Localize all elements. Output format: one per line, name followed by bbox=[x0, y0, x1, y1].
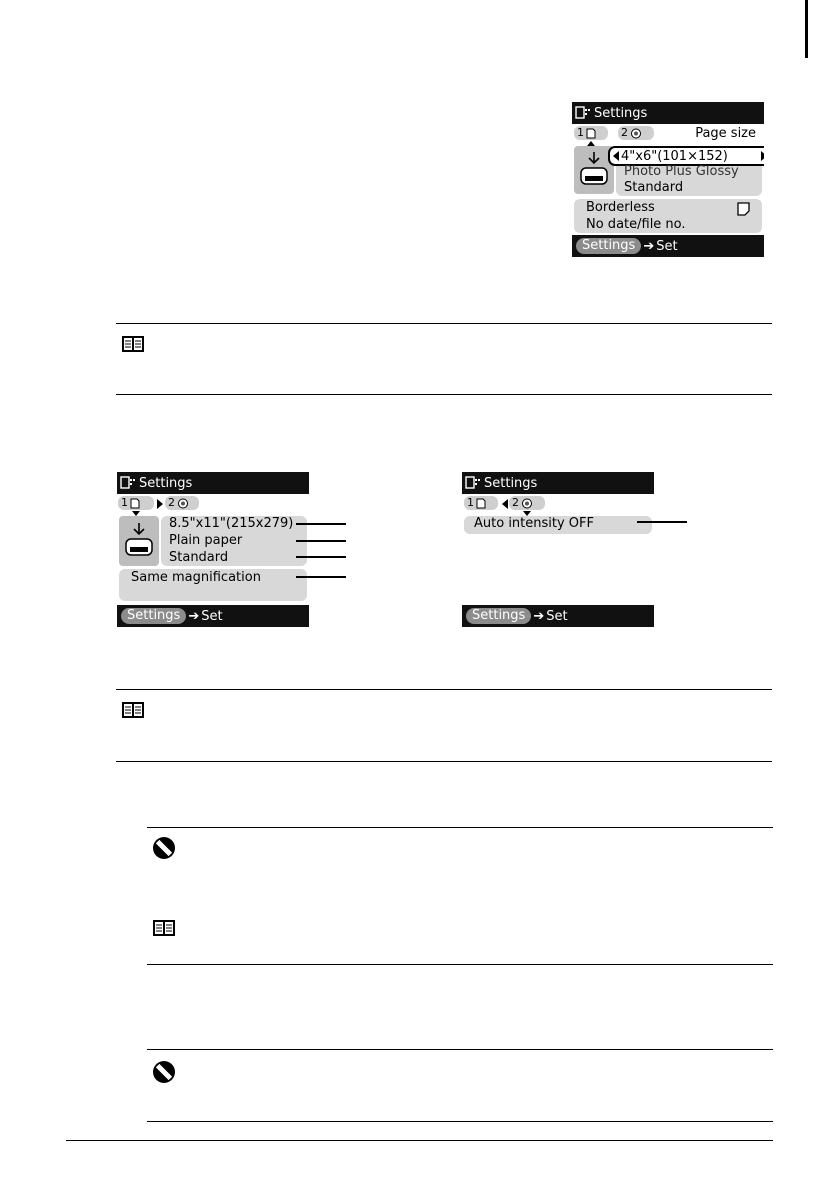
tab-1[interactable]: 1 bbox=[118, 496, 154, 510]
printer-panel bbox=[119, 516, 159, 566]
lcd-footer bbox=[462, 605, 654, 627]
printer-icon bbox=[122, 521, 156, 561]
lcd-screen-tab2 bbox=[462, 472, 654, 627]
borderless-icon bbox=[737, 202, 750, 216]
intensity-value: Auto intensity OFF bbox=[474, 516, 594, 531]
settings-button[interactable]: Settings bbox=[121, 608, 186, 624]
arrow-right-icon: ➔ bbox=[533, 608, 545, 624]
lcd-screen-tab1 bbox=[117, 472, 309, 627]
note-rule-top bbox=[116, 323, 772, 324]
lcd-tabs bbox=[462, 495, 654, 513]
arrow-left-icon bbox=[502, 499, 508, 509]
lcd-screen-page-size bbox=[572, 102, 764, 257]
note-book-icon bbox=[152, 918, 176, 938]
settings-button[interactable]: Settings bbox=[466, 608, 531, 624]
color-icon bbox=[630, 128, 642, 139]
callout-line-media-type bbox=[296, 540, 346, 542]
lcd-title-bar bbox=[572, 102, 764, 124]
quality-value: Standard bbox=[169, 550, 229, 565]
lcd-title-bar bbox=[117, 472, 309, 494]
set-label: Set bbox=[201, 608, 223, 624]
quality-value: Standard bbox=[624, 180, 684, 195]
media-type-value: Photo Plus Glossy bbox=[624, 164, 739, 179]
note-rule-bottom bbox=[116, 394, 772, 395]
note-book-icon bbox=[121, 700, 145, 720]
page-icon bbox=[586, 128, 596, 139]
note-book-icon bbox=[121, 334, 145, 354]
page-footer-rule bbox=[66, 1140, 773, 1141]
tab-2[interactable]: 2 bbox=[509, 496, 545, 510]
callout-line-intensity bbox=[637, 521, 687, 523]
layout-value: Borderless bbox=[586, 200, 655, 215]
page-icon bbox=[130, 498, 140, 509]
color-icon bbox=[521, 498, 533, 509]
arrow-left-icon[interactable] bbox=[613, 151, 619, 161]
arrow-right-icon: ➔ bbox=[643, 238, 655, 254]
settings-doc-icon bbox=[575, 106, 591, 120]
tab-2[interactable]: 2 bbox=[618, 126, 654, 140]
settings-button[interactable]: Settings bbox=[576, 238, 641, 254]
lcd-footer bbox=[572, 235, 764, 257]
lcd-title-bar bbox=[462, 472, 654, 494]
printer-icon bbox=[577, 150, 611, 190]
magnification-value: Same magnification bbox=[131, 570, 261, 585]
settings-doc-icon bbox=[120, 476, 136, 490]
lcd-footer bbox=[117, 605, 309, 627]
arrow-right-icon[interactable] bbox=[761, 151, 764, 161]
callout-line-magnification bbox=[296, 576, 346, 578]
tab-1[interactable]: 1 bbox=[464, 496, 498, 510]
set-label: Set bbox=[656, 238, 678, 254]
caution-rule-bottom bbox=[147, 964, 773, 965]
page-size-label: Page size bbox=[695, 126, 756, 141]
note-rule-top bbox=[116, 689, 772, 690]
date-value: No date/file no. bbox=[586, 217, 686, 232]
caution-circle-icon bbox=[152, 1060, 176, 1084]
callout-line-page-size bbox=[296, 523, 346, 525]
set-label: Set bbox=[546, 608, 568, 624]
color-icon bbox=[177, 498, 189, 509]
caution-rule-top bbox=[147, 1049, 773, 1050]
caution-rule-bottom bbox=[147, 1121, 773, 1122]
caution-circle-icon bbox=[152, 836, 176, 860]
note-rule-bottom bbox=[116, 761, 772, 762]
page-size-value: 4"x6"(101×152) bbox=[621, 148, 728, 164]
page-icon bbox=[476, 498, 486, 509]
settings-doc-icon bbox=[465, 476, 481, 490]
lcd-tabs bbox=[117, 495, 309, 513]
callout-line-quality bbox=[296, 556, 346, 558]
lcd-title: Settings bbox=[139, 475, 193, 491]
page-edge-mark bbox=[805, 0, 808, 58]
media-type-value: Plain paper bbox=[169, 533, 243, 548]
lcd-title: Settings bbox=[594, 105, 648, 121]
page-size-selector[interactable] bbox=[608, 146, 764, 166]
page-size-value: 8.5"x11"(215x279) bbox=[169, 516, 294, 531]
tab-1[interactable]: 1 bbox=[574, 126, 608, 140]
arrow-right-icon bbox=[157, 499, 163, 509]
lcd-title: Settings bbox=[484, 475, 538, 491]
tab-2[interactable]: 2 bbox=[165, 496, 199, 510]
lcd-tabs bbox=[572, 125, 764, 143]
arrow-right-icon: ➔ bbox=[188, 608, 200, 624]
caution-rule-top bbox=[147, 827, 773, 828]
